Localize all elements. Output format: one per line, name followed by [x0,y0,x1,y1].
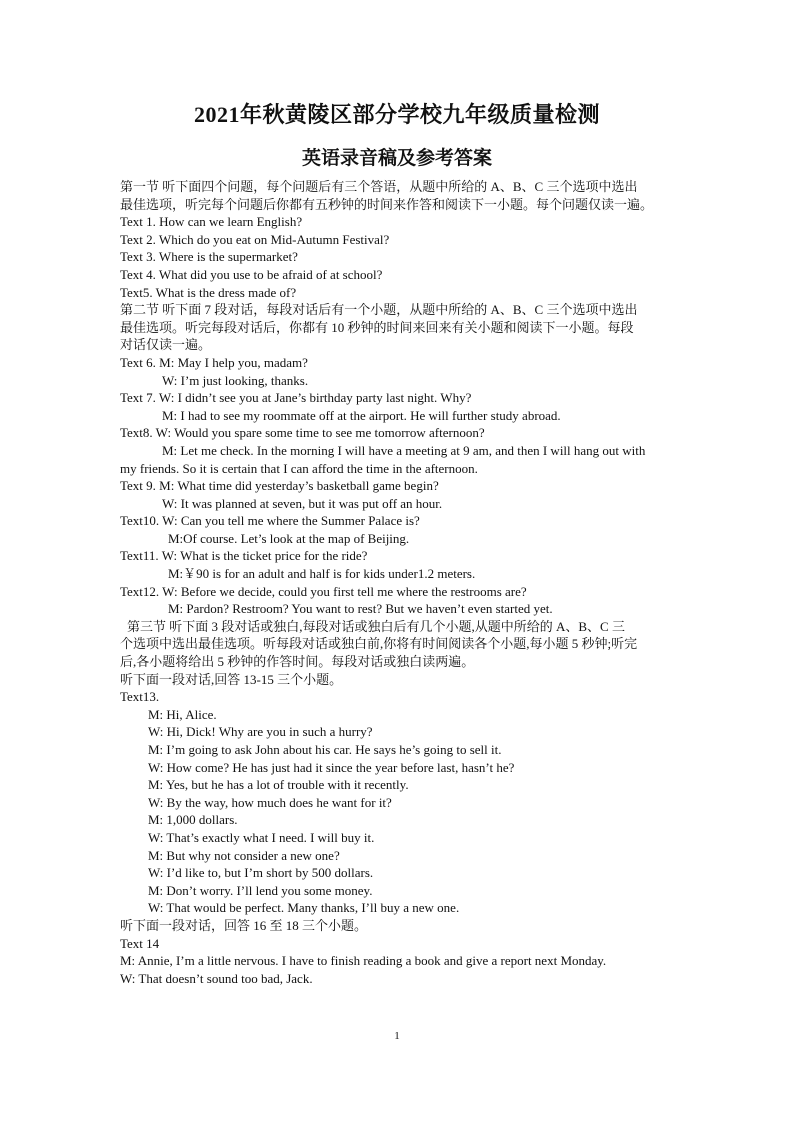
section3-instruction: 个选项中选出最佳选项。听每段对话或独白前,你将有时间阅读各个小题,每小题 5 秒钟;听完 [120,636,638,652]
sub-instruction: 听下面一段对话，回答 16 至 18 三个小题。 [120,917,368,933]
transcript-body [120,178,680,987]
sub-instruction: 听下面一段对话,回答 13-15 三个小题。 [120,671,343,687]
section1-instruction: 最佳选项，听完每个问题后你都有五秒钟的时间来作答和阅读下一小题。每个问题仅读一遍。 [120,196,654,212]
dialogue-line: W: I’d like to, but I’m short by 500 dollars. [148,865,374,881]
dialogue-line: my friends. So it is certain that I can afford the time in the afternoon. [120,460,478,476]
dialogue-line: W: Hi, Dick! Why are you in such a hurry? [148,724,373,740]
dialogue-line: W: That doesn’t sound too bad, Jack. [120,970,313,986]
question-line: Text5. What is the dress made of? [120,284,297,300]
dialogue-line: W: That would be perfect. Many thanks, I’ll buy a new one. [148,900,460,916]
dialogue-line: Text11. W: What is the ticket price for the ride? [120,548,368,564]
dialogue-line: Text10. W: Can you tell me where the Summer Palace is? [120,513,420,529]
question-line: Text 2. Which do you eat on Mid-Autumn Festival? [120,231,390,247]
dialogue-line: W: How come? He has just had it since the year before last, hasn’t he? [148,759,515,775]
page-number: 1 [394,1030,400,1042]
text-heading: Text 14 [120,935,160,951]
dialogue-line: W: That’s exactly what I need. I will buy it. [148,829,375,845]
question-line: Text 1. How can we learn English? [120,214,303,230]
dialogue-line: Text 7. W: I didn’t see you at Jane’s birthday party last night. Why? [120,390,472,406]
dialogue-line: M: 1,000 dollars. [148,812,238,828]
dialogue-line: Text 9. M: What time did yesterday’s basketball game begin? [120,478,439,494]
dialogue-line: M: Annie, I’m a little nervous. I have to finish reading a book and give a report next Monday. [120,953,607,969]
dialogue-line: M: Let me check. In the morning I will have a meeting at 9 am, and then I will hang out with [162,442,646,458]
section1-instruction: 第一节 听下面四个问题，每个问题后有三个答语，从题中所给的 A、B、C 三个选项中选出 [120,179,638,194]
dialogue-line: M: I had to see my roommate off at the airport. He will further study abroad. [162,407,561,423]
document-subtitle: 英语录音稿及参考答案 [301,148,492,169]
dialogue-line: Text12. W: Before we decide, could you first tell me where the restrooms are? [120,583,527,599]
dialogue-line: M: Don’t worry. I’ll lend you some money. [148,882,373,898]
dialogue-line: M: Pardon? Restroom? You want to rest? But we haven’t even started yet. [168,601,553,617]
dialogue-line: M:￥90 is for an adult and half is for kids under1.2 meters. [168,566,476,582]
dialogue-line: W: I’m just looking, thanks. [162,372,309,388]
question-line: Text 4. What did you use to be afraid of at school? [120,266,383,282]
section2-instruction: 对话仅读一遍。 [120,337,212,353]
document-title: 2021年秋黄陵区部分学校九年级质量检测 [193,102,600,127]
text-heading: Text13. [120,689,160,705]
dialogue-line: W: By the way, how much does he want for it? [148,794,392,810]
dialogue-line: Text 6. M: May I help you, madam? [120,354,308,370]
dialogue-line: M:Of course. Let’s look at the map of Beijing. [168,530,410,546]
dialogue-line: M: I’m going to ask John about his car. He says he’s going to sell it. [148,742,502,757]
question-line: Text 3. Where is the supermarket? [120,249,298,265]
dialogue-line: M: But why not consider a new one? [148,847,340,863]
dialogue-line: Text8. W: Would you spare some time to see me tomorrow afternoon? [120,425,485,441]
section3-instruction: 第三节 听下面 3 段对话或独白,每段对话或独白后有几个小题,从题中所给的 A、B、C 三 [127,618,625,634]
dialogue-line: W: It was planned at seven, but it was put off an hour. [162,495,443,511]
section2-instruction: 最佳选项。听完每段对话后，你都有 10 秒钟的时间来回来有关小题和阅读下一小题。每段 [120,319,634,335]
dialogue-line: M: Yes, but he has a lot of trouble with it recently. [148,777,409,793]
section3-instruction: 后,各小题将给出 5 秒钟的作答时间。每段对话或独白读两遍。 [120,654,475,670]
dialogue-line: M: Hi, Alice. [148,706,217,722]
section2-instruction: 第二节 听下面 7 段对话，每段对话后有一个小题，从题中所给的 A、B、C 三个选项中选出 [120,302,638,318]
